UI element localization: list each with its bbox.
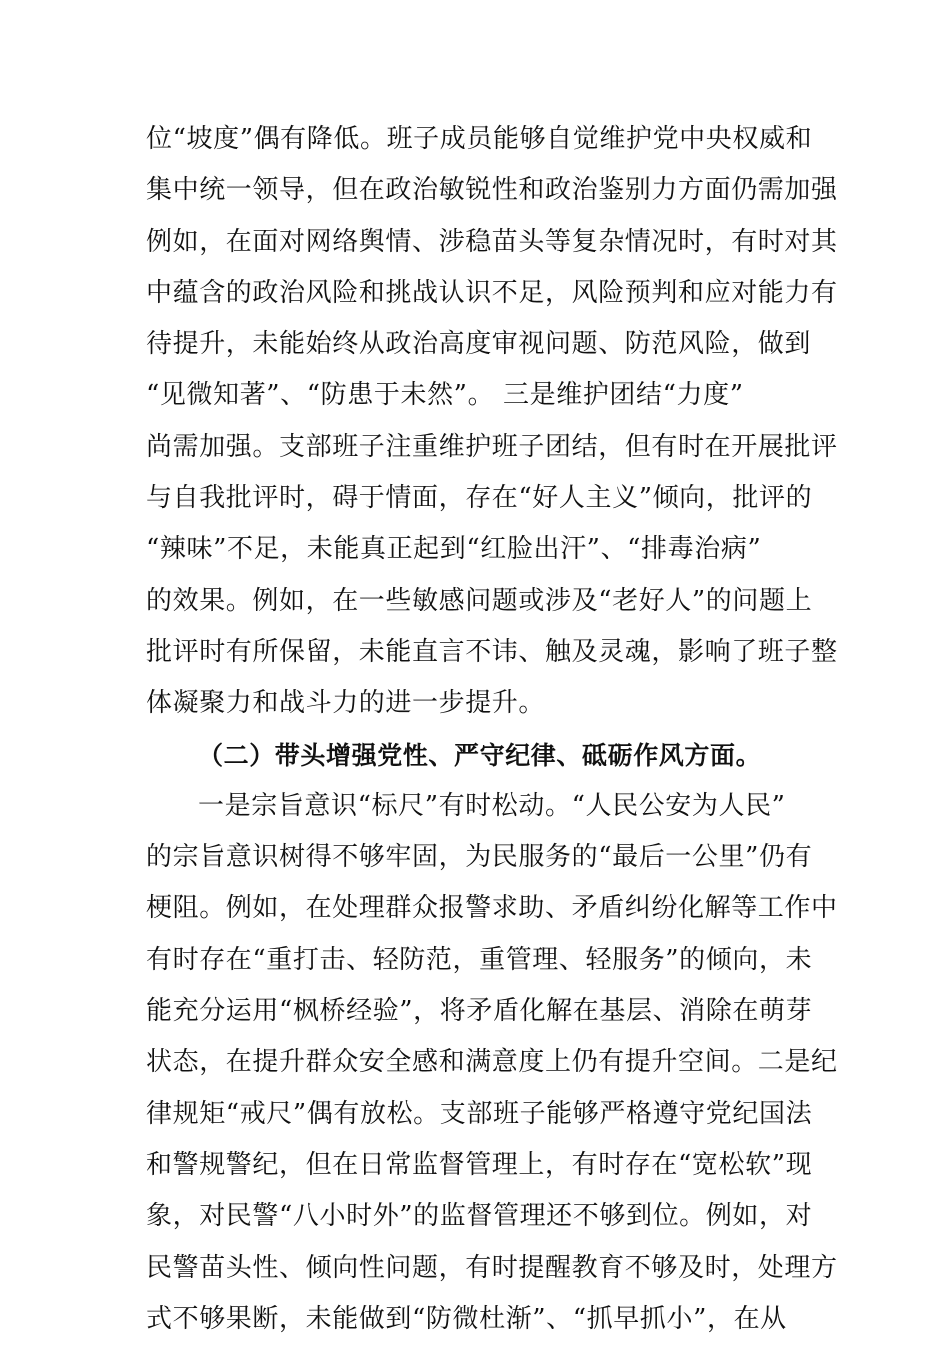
body-text <box>146 114 838 1345</box>
text-line: 批评时有所保留，未能直言不讳、触及灵魂，影响了班子整 <box>146 636 838 667</box>
text-line: 状态，在提升群众安全感和满意度上仍有提升空间。二是纪 <box>146 1047 838 1078</box>
text-line: 中蕴含的政治风险和挑战认识不足，风险预判和应对能力有 <box>146 277 838 308</box>
text-line: 例如，在面对网络舆情、涉稳苗头等复杂情况时，有时对其 <box>146 226 838 257</box>
text-line: 集中统一领导，但在政治敏锐性和政治鉴别力方面仍需加强 <box>146 175 838 206</box>
text-line: 体凝聚力和战斗力的进一步提升。 <box>146 688 546 719</box>
paragraph-first-line: 一是宗旨意识“标尺”有时松动。“人民公安为人民” <box>198 790 786 821</box>
text-line: 尚需加强。支部班子注重维护班子团结，但有时在开展批评 <box>146 431 838 462</box>
text-line: 象，对民警“八小时外”的监督管理还不够到位。例如，对 <box>146 1201 813 1232</box>
text-line: 与自我批评时，碍于情面，存在“好人主义”倾向，批评的 <box>146 483 813 514</box>
text-line: 梗阻。例如，在处理群众报警求助、矛盾纠纷化解等工作中 <box>146 893 838 924</box>
text-line: 民警苗头性、倾向性问题，有时提醒教育不够及时，处理方 <box>146 1252 838 1283</box>
text-line: 位“坡度”偶有降低。班子成员能够自觉维护党中央权威和 <box>146 124 813 154</box>
text-line: 的宗旨意识树得不够牢固，为民服务的“最后一公里”仍有 <box>146 842 813 873</box>
text-line: 待提升，未能始终从政治高度审视问题、防范风险，做到 <box>146 329 812 360</box>
section-heading: （二）带头增强党性、严守纪律、砥砺作风方面。 <box>198 740 762 770</box>
text-line: 律规矩“戒尺”偶有放松。支部班子能够严格遵守党纪国法 <box>146 1098 813 1129</box>
text-line: “辣味”不足，未能真正起到“红脸出汗”、“排毒治病” <box>146 534 762 565</box>
text-line: “见微知著”、“防患于未然”。 三是维护团结“力度” <box>146 380 744 411</box>
text-line: 的效果。例如，在一些敏感问题或涉及“老好人”的问题上 <box>146 585 813 616</box>
text-line: 能充分运用“枫桥经验”，将矛盾化解在基层、消除在萌芽 <box>146 996 813 1027</box>
text-line: 式不够果断，未能做到“防微杜渐”、“抓早抓小”，在从 <box>146 1303 787 1334</box>
text-line: 和警规警纪，但在日常监督管理上，有时存在“宽松软”现 <box>146 1149 813 1180</box>
text-line: 有时存在“重打击、轻防范，重管理、轻服务”的倾向，未 <box>146 944 813 975</box>
